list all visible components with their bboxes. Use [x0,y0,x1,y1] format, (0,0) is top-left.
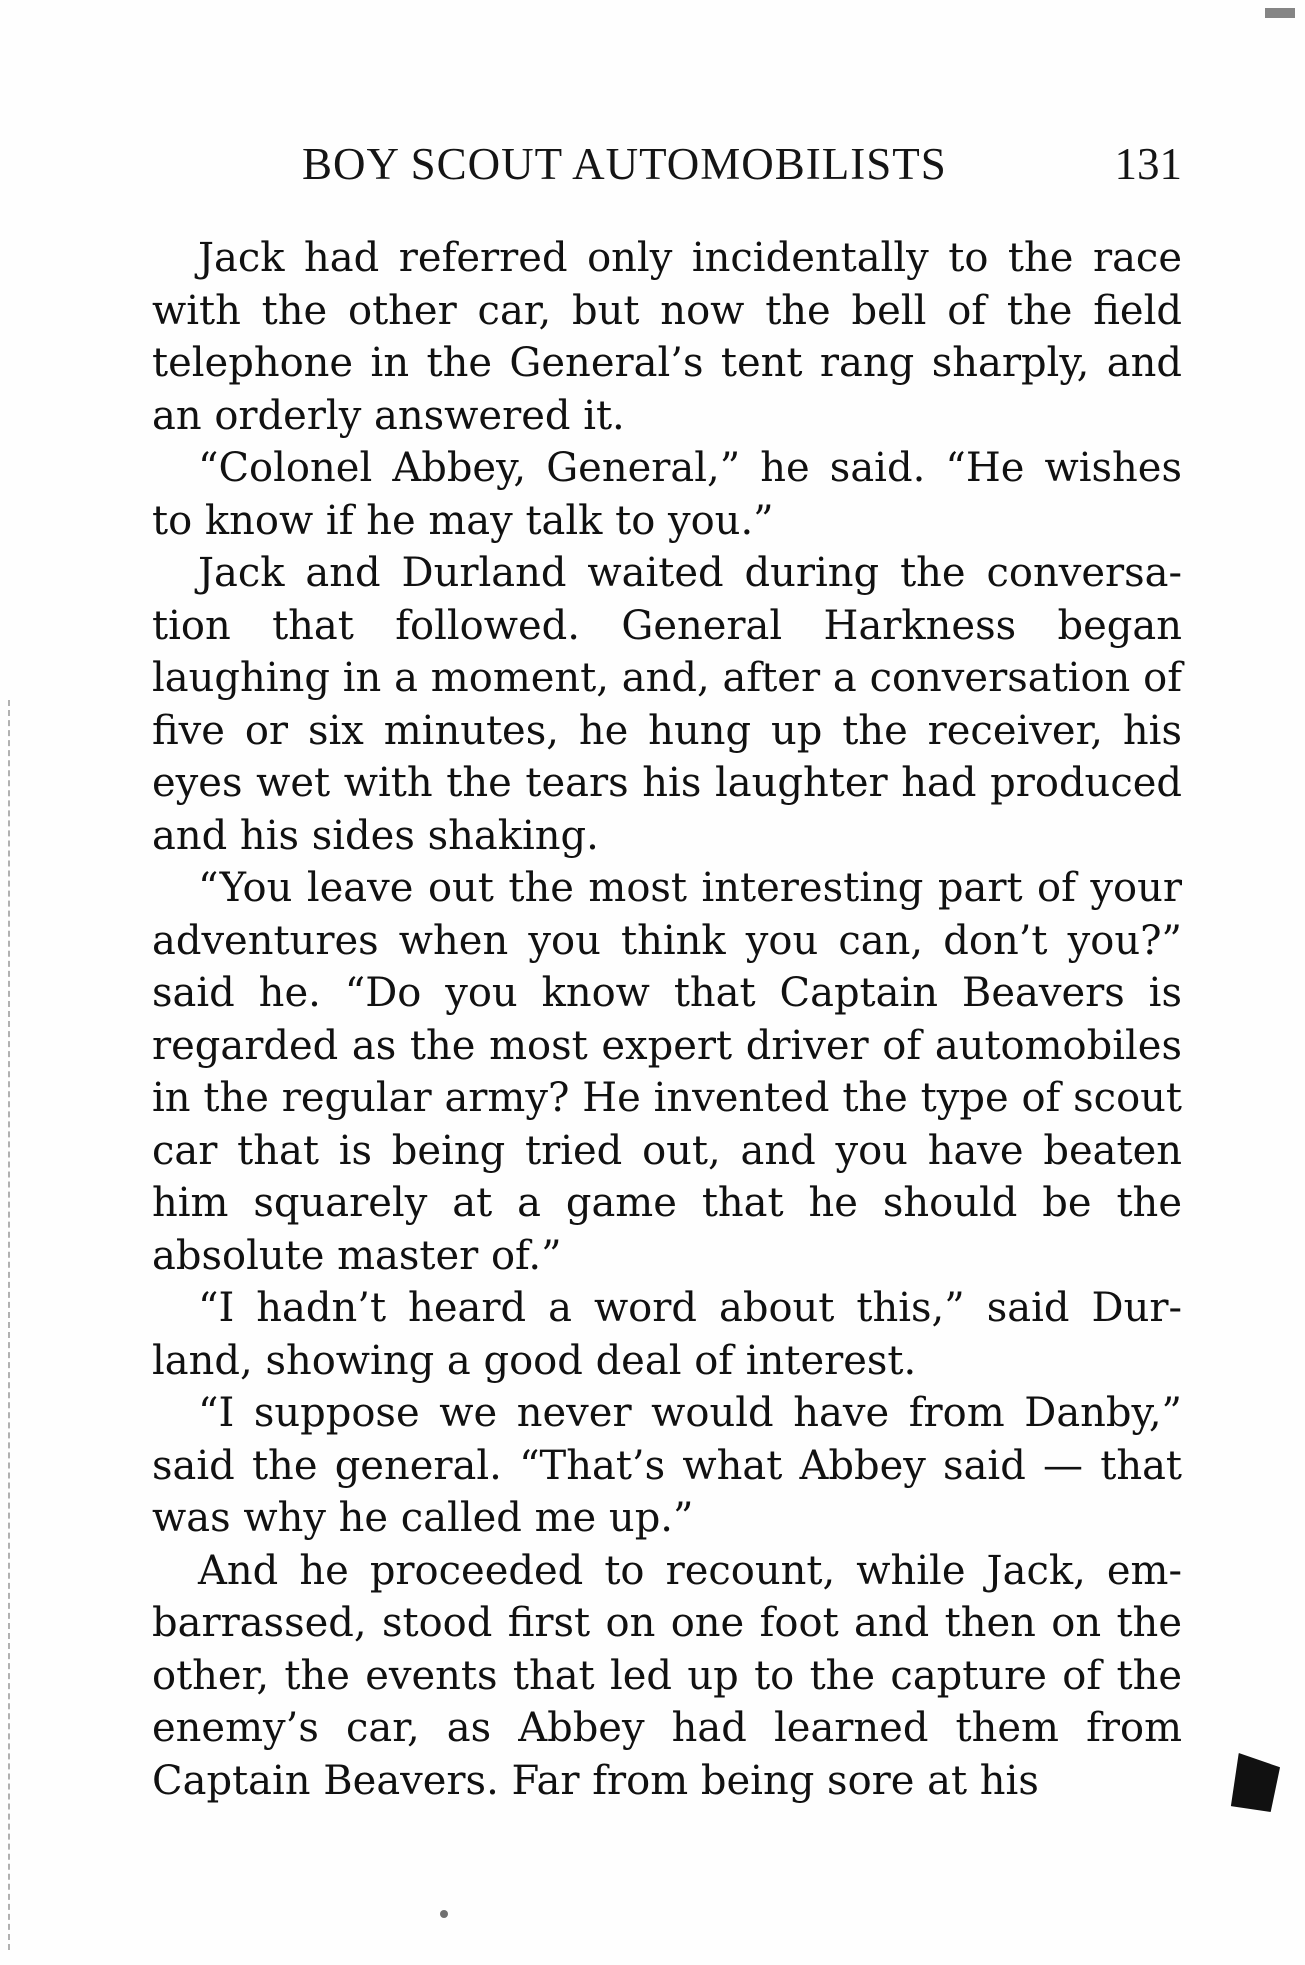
body-text [152,232,1182,1807]
paragraph: “I hadn’t heard a word about this,” said Durland, showing a good deal of interest. [152,1285,1182,1384]
page-header [152,138,1182,198]
running-head: BOY SCOUT AUTOMOBILISTS [302,139,947,189]
ink-blot [1211,1743,1295,1827]
paragraph: Jack had referred only incidentally to the race with the other car, but now the bell of the field telephone in the General’s tent rang sharply, and an orderly answered it. [152,235,1182,439]
paragraph: “You leave out the most interesting part of your adventures when you think you can, don’t you?” said he. “Do you know that Captain Beavers is regarded as the most expert driver of automobiles in the regular army? He invented the type of scout car that is being tried out, and you have beaten him squarely at a game that he should be the absolute master of.” [152,865,1182,1279]
footer-speck [440,1910,448,1918]
paragraph: Jack and Durland waited during the conversation that followed. General Harkness began laughing in a moment, and, after a conversation of five or six minutes, he hung up the receiver, his eyes wet with the tears his laughter had produced and his sides shaking. [152,550,1182,859]
paragraph: And he proceeded to recount, while Jack, embarrassed, stood first on one foot and then on the other, the events that led up to the capture of the enemy’s car, as Abbey had learned them from Captain Beavers. Far from being sore at his [152,1547,1182,1804]
page-edge-shadow [8,700,13,1950]
paragraph: “Colonel Abbey, General,” he said. “He wishes to know if he may talk to you.” [152,445,1182,544]
page-number: 131 [1114,139,1182,189]
paragraph: “I suppose we never would have from Danby,” said the general. “That’s what Abbey said — that was why he called me up.” [152,1390,1182,1541]
scan-artifact [1265,8,1295,18]
